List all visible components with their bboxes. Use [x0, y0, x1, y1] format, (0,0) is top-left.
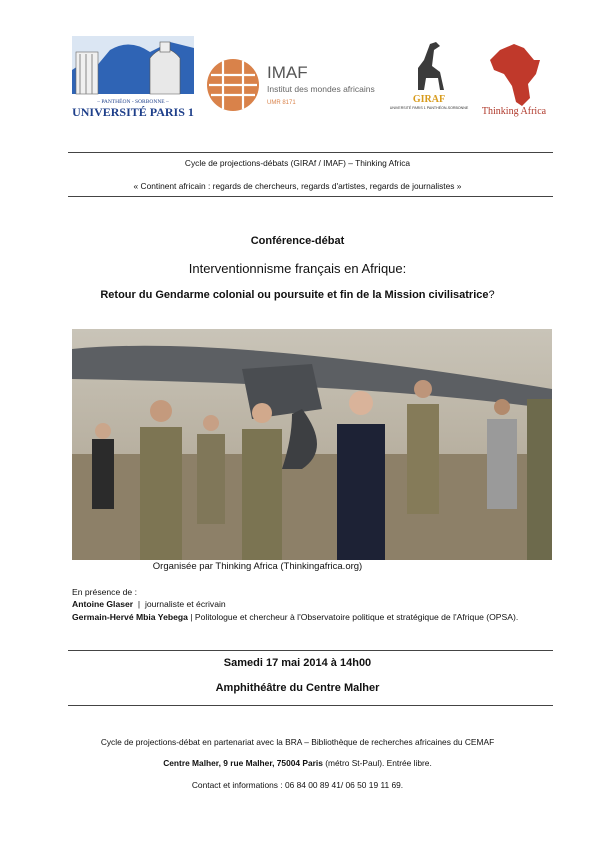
event-subtitle-mark: ?	[488, 289, 495, 301]
guest-name: Antoine Glaser	[72, 599, 134, 609]
guest-separator: |	[133, 599, 145, 609]
photo-illustration	[72, 329, 552, 560]
svg-text:Institut des mondes africains: Institut des mondes africains	[267, 84, 375, 94]
guest-separator: |	[187, 612, 195, 622]
photo-caption: Organisée par Thinking Africa (Thinkingafrica.org)	[152, 561, 363, 572]
partner-line: Cycle de projections-débat en partenariat avec la BRA – Bibliothèque de recherches africaines du CEMAF	[100, 737, 495, 747]
guests-intro: En présence de :	[72, 587, 137, 597]
event-type: Conférence-débat	[250, 235, 345, 247]
event-photo	[72, 329, 552, 560]
event-subtitle-text: Retour du Gendarme colonial ou poursuite et fin de la Mission civilisatrice	[100, 289, 489, 301]
guest-role: Politologue et chercheur à l'Observatoire politique et stratégique de l'Afrique (OPSA).	[194, 612, 519, 622]
address-bold: Centre Malher, 9 rue Malher, 75004 Paris	[163, 758, 323, 768]
logo-row	[0, 30, 595, 125]
svg-text:Thinking Africa: Thinking Africa	[481, 106, 547, 117]
svg-text:– PANTHÉON - SORBONNE –: – PANTHÉON - SORBONNE –	[97, 99, 169, 105]
imaf-logo	[207, 59, 375, 111]
sorbonne-logo	[72, 36, 194, 119]
address-rest: (métro St-Paul). Entrée libre.	[322, 758, 432, 768]
header-rule-top	[68, 152, 553, 153]
event-place: Amphithéâtre du Centre Malher	[215, 682, 380, 694]
cycle-line: Cycle de projections-débats (GIRAf / IMAF) – Thinking Africa	[184, 158, 411, 168]
svg-text:UMR 8171: UMR 8171	[267, 100, 296, 106]
svg-text:UNIVERSITÉ PARIS 1: UNIVERSITÉ PARIS 1	[72, 105, 194, 119]
giraf-logo	[390, 42, 469, 110]
event-subtitle	[0, 289, 595, 301]
svg-text:GIRAF: GIRAF	[412, 94, 446, 105]
contact-line: Contact et informations : 06 84 00 89 41/ 06 50 19 11 69.	[191, 780, 404, 790]
header-rule-bottom	[68, 196, 553, 197]
guest-name: Germain-Hervé Mbia Yebega	[72, 612, 188, 622]
event-title: Interventionnisme français en Afrique:	[188, 261, 407, 276]
thinking-africa-logo	[482, 44, 547, 117]
svg-text:IMAF: IMAF	[267, 63, 308, 82]
partner-logos	[0, 30, 595, 125]
svg-text:UNIVERSITÉ PARIS 1 PANTHÉON-SO: UNIVERSITÉ PARIS 1 PANTHÉON-SORBONNE	[389, 106, 469, 110]
quote-line: « Continent africain : regards de chercheurs, regards d'artistes, regards de journalistes »	[133, 181, 462, 191]
event-date: Samedi 17 mai 2014 à 14h00	[223, 657, 372, 669]
guest-item	[72, 611, 562, 623]
guest-role: journaliste et écrivain	[144, 599, 226, 609]
schedule-rule-bottom	[68, 705, 553, 706]
schedule-rule-top	[68, 650, 553, 651]
guest-item	[72, 598, 562, 610]
address-line	[0, 758, 595, 768]
